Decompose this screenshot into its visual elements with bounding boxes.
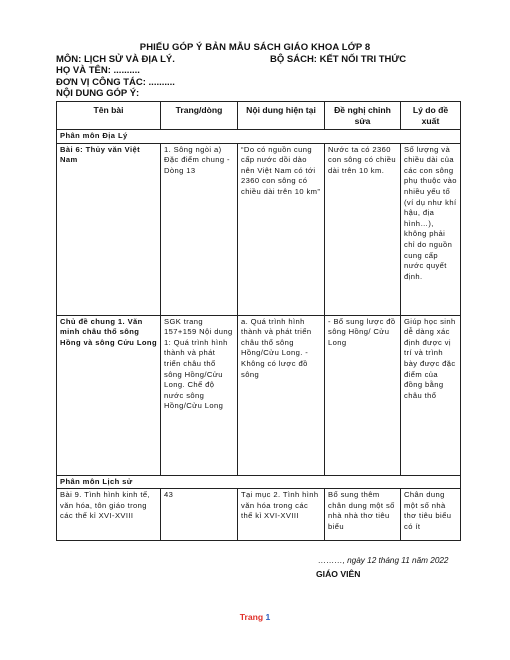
page-number-value: 1 [265,612,271,622]
content-heading: NỘI DUNG GÓP Ý: [56,88,140,99]
reason-cell: Giúp học sinh dễ dàng xác định được vị trí và trình bày được đặc điểm của đồng bằng châu thổ [401,315,461,475]
reason-cell: Số lượng và chiều dài của các con sông phụ thuộc vào nhiều yếu tố (ví dụ như khí hậu, địa hình…), không phải chỉ do nguồn cung cấp nước quyết định. [401,143,461,315]
lesson-cell: Chủ đề chung 1. Văn minh châu thổ sông Hồng và sông Cửu Long [57,315,161,475]
subject-line: MÔN: LỊCH SỬ VÀ ĐỊA LÝ. [56,54,175,65]
reason-cell: Chân dung một số nhà thơ tiêu biểu có ít [401,489,461,541]
page-line-cell: 43 [161,489,238,541]
suggestion-cell: Nước ta có 2360 con sông có chiều dài trên 10 km. [325,143,401,315]
teacher-signature-label: GIÁO VIÊN [316,569,361,579]
table-row [57,489,461,541]
column-header-page-line: Trang/dòng [161,102,238,130]
page-label: Trang [239,612,264,622]
section-title: Phân môn Lịch sử [57,475,461,489]
page-number [0,612,510,622]
date-line: ………, ngày 12 tháng 11 năm 2022 [318,556,449,565]
section-row-history [57,475,461,489]
current-content-cell: Tại mục 2. Tình hình văn hóa trong các thế kỉ XVI-XVIII [238,489,325,541]
document-title: PHIẾU GÓP Ý BẢN MẪU SÁCH GIÁO KHOA LỚP 8 [139,42,371,53]
column-header-reason: Lý do đề xuất [401,102,461,130]
table-row [57,315,461,475]
page-line-cell: 1. Sông ngòi a) Đặc điểm chung - Dòng 13 [161,143,238,315]
table-header-row [57,102,461,130]
section-row-geography [57,130,461,144]
current-content-cell: “Do có nguồn cung cấp nước dồi dào nên Việt Nam có tới 2360 con sông có chiều dài trên 10 km” [238,143,325,315]
lesson-cell: Bài 9. Tình hình kinh tế, văn hóa, tôn giáo trong các thế kỉ XVI-XVIII [57,489,161,541]
table-row [57,143,461,315]
lesson-cell: Bài 6: Thủy văn Việt Nam [57,143,161,315]
current-content-cell: a. Quá trình hình thành và phát triển châu thổ sông Hồng/Cửu Long. - Không có lược đồ sông [238,315,325,475]
section-title: Phân môn Địa Lý [57,130,461,144]
name-line: HỌ VÀ TÊN: .......... [56,65,140,76]
column-header-lesson: Tên bài [57,102,161,130]
page-line-cell: SGK trang 157+159 Nội dung 1: Quá trình hình thành và phát triển châu thổ sông Hồng/Cửu Long. Chế độ nước sông Hồng/Cửu Long [161,315,238,475]
book-series-line: BỘ SÁCH: KẾT NỐI TRI THỨC [270,54,407,65]
unit-line: ĐƠN VỊ CÔNG TÁC: .......... [56,77,175,88]
column-header-current: Nội dung hiện tại [238,102,325,130]
column-header-suggest: Đề nghị chỉnh sửa [325,102,401,130]
suggestion-cell: Bổ sung thêm chân dung một số nhà nhà thơ tiêu biểu [325,489,401,541]
feedback-table [56,101,461,541]
suggestion-cell: - Bổ sung lược đồ sông Hồng/ Cửu Long [325,315,401,475]
